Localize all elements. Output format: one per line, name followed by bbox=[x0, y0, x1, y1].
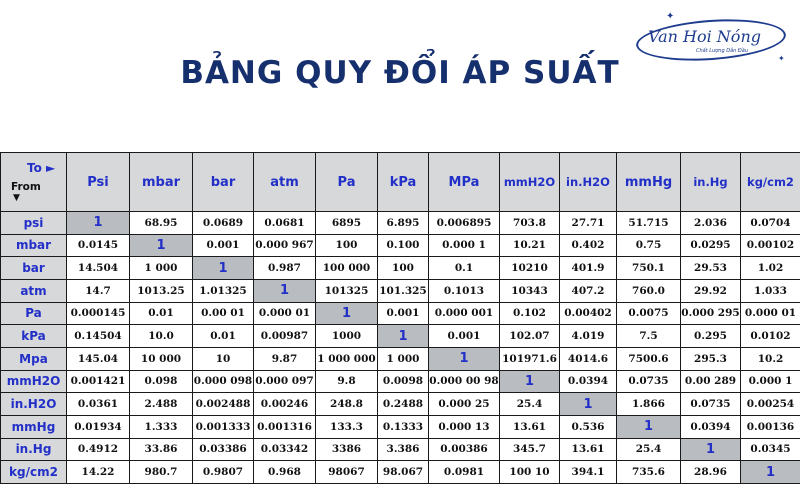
value-cell: 6.895 bbox=[378, 212, 429, 235]
row-header: in.Hg bbox=[1, 438, 67, 461]
identity-cell: 1 bbox=[741, 461, 800, 484]
value-cell: 1013.25 bbox=[130, 279, 193, 302]
header-row bbox=[1, 153, 800, 212]
value-cell: 0.001316 bbox=[254, 415, 316, 438]
table-row bbox=[1, 415, 800, 438]
value-cell: 68.95 bbox=[130, 212, 193, 235]
value-cell: 0.1 bbox=[429, 257, 500, 280]
value-cell: 0.001421 bbox=[67, 370, 130, 393]
value-cell: 0.0981 bbox=[429, 461, 500, 484]
column-header: Pa bbox=[316, 153, 378, 212]
value-cell: 0.0681 bbox=[254, 212, 316, 235]
row-header: bar bbox=[1, 257, 67, 280]
value-cell: 0.01934 bbox=[67, 415, 130, 438]
value-cell: 401.9 bbox=[560, 257, 617, 280]
value-cell: 25.4 bbox=[500, 393, 560, 416]
value-cell: 0.0394 bbox=[681, 415, 741, 438]
column-header: Psi bbox=[67, 153, 130, 212]
value-cell: 101325 bbox=[316, 279, 378, 302]
table-row bbox=[1, 461, 800, 484]
value-cell: 101971.6 bbox=[500, 347, 560, 370]
column-header: mbar bbox=[130, 153, 193, 212]
value-cell: 10.0 bbox=[130, 325, 193, 348]
value-cell: 0.1013 bbox=[429, 279, 500, 302]
value-cell: 1 000 bbox=[378, 347, 429, 370]
value-cell: 248.8 bbox=[316, 393, 378, 416]
table-row bbox=[1, 347, 800, 370]
value-cell: 4.019 bbox=[560, 325, 617, 348]
table-row bbox=[1, 438, 800, 461]
value-cell: 1.02 bbox=[741, 257, 800, 280]
value-cell: 1.333 bbox=[130, 415, 193, 438]
value-cell: 6895 bbox=[316, 212, 378, 235]
value-cell: 14.504 bbox=[67, 257, 130, 280]
page-title: BẢNG QUY ĐỔI ÁP SUẤT bbox=[180, 55, 620, 91]
identity-cell: 1 bbox=[429, 347, 500, 370]
from-label: From bbox=[11, 181, 41, 193]
identity-cell: 1 bbox=[617, 415, 681, 438]
value-cell: 345.7 bbox=[500, 438, 560, 461]
value-cell: 0.295 bbox=[681, 325, 741, 348]
to-label: To ► bbox=[27, 161, 56, 175]
value-cell: 100 10 bbox=[500, 461, 560, 484]
value-cell: 760.0 bbox=[617, 279, 681, 302]
value-cell: 0.0075 bbox=[617, 302, 681, 325]
value-cell: 0.0145 bbox=[67, 234, 130, 257]
value-cell: 2.036 bbox=[681, 212, 741, 235]
value-cell: 29.53 bbox=[681, 257, 741, 280]
table-row bbox=[1, 234, 800, 257]
value-cell: 0.098 bbox=[130, 370, 193, 393]
value-cell: 0.00136 bbox=[741, 415, 800, 438]
column-header: bar bbox=[193, 153, 254, 212]
value-cell: 0.01 bbox=[193, 325, 254, 348]
row-header: in.H2O bbox=[1, 393, 67, 416]
row-header: Pa bbox=[1, 302, 67, 325]
value-cell: 0.00254 bbox=[741, 393, 800, 416]
value-cell: 1.866 bbox=[617, 393, 681, 416]
logo-name: Van Hoi Nóng bbox=[648, 27, 761, 46]
value-cell: 0.100 bbox=[378, 234, 429, 257]
value-cell: 0.0735 bbox=[681, 393, 741, 416]
logo-tagline: Chất Lượng Dẫn Đầu bbox=[696, 48, 748, 54]
table-body bbox=[1, 212, 800, 484]
value-cell: 10.2 bbox=[741, 347, 800, 370]
value-cell: 28.96 bbox=[681, 461, 741, 484]
value-cell: 13.61 bbox=[560, 438, 617, 461]
column-header: MPa bbox=[429, 153, 500, 212]
value-cell: 0.00386 bbox=[429, 438, 500, 461]
value-cell: 0.000 00 98 bbox=[429, 370, 500, 393]
corner-cell bbox=[1, 153, 67, 212]
value-cell: 7.5 bbox=[617, 325, 681, 348]
table-row bbox=[1, 370, 800, 393]
value-cell: 10210 bbox=[500, 257, 560, 280]
row-header: psi bbox=[1, 212, 67, 235]
value-cell: 1.033 bbox=[741, 279, 800, 302]
column-header: kg/cm2 bbox=[741, 153, 800, 212]
value-cell: 3386 bbox=[316, 438, 378, 461]
value-cell: 0.000 13 bbox=[429, 415, 500, 438]
value-cell: 0.00402 bbox=[560, 302, 617, 325]
value-cell: 0.1333 bbox=[378, 415, 429, 438]
value-cell: 1.01325 bbox=[193, 279, 254, 302]
star-icon: ✦ bbox=[666, 11, 675, 22]
value-cell: 295.3 bbox=[681, 347, 741, 370]
value-cell: 51.715 bbox=[617, 212, 681, 235]
column-header: in.H2O bbox=[560, 153, 617, 212]
value-cell: 100 bbox=[378, 257, 429, 280]
value-cell: 0.03386 bbox=[193, 438, 254, 461]
value-cell: 0.001 bbox=[429, 325, 500, 348]
value-cell: 14.22 bbox=[67, 461, 130, 484]
value-cell: 145.04 bbox=[67, 347, 130, 370]
column-header: mmH2O bbox=[500, 153, 560, 212]
row-header: Mpa bbox=[1, 347, 67, 370]
identity-cell: 1 bbox=[378, 325, 429, 348]
value-cell: 0.402 bbox=[560, 234, 617, 257]
identity-cell: 1 bbox=[560, 393, 617, 416]
value-cell: 13.61 bbox=[500, 415, 560, 438]
value-cell: 10 000 bbox=[130, 347, 193, 370]
value-cell: 98067 bbox=[316, 461, 378, 484]
value-cell: 0.0704 bbox=[741, 212, 800, 235]
value-cell: 0.9807 bbox=[193, 461, 254, 484]
value-cell: 0.000 097 bbox=[254, 370, 316, 393]
value-cell: 10 bbox=[193, 347, 254, 370]
value-cell: 0.4912 bbox=[67, 438, 130, 461]
column-header: kPa bbox=[378, 153, 429, 212]
value-cell: 4014.6 bbox=[560, 347, 617, 370]
value-cell: 394.1 bbox=[560, 461, 617, 484]
table-row bbox=[1, 302, 800, 325]
identity-cell: 1 bbox=[67, 212, 130, 235]
value-cell: 100 000 bbox=[316, 257, 378, 280]
identity-cell: 1 bbox=[130, 234, 193, 257]
row-header: mbar bbox=[1, 234, 67, 257]
row-header: kPa bbox=[1, 325, 67, 348]
value-cell: 0.102 bbox=[500, 302, 560, 325]
value-cell: 0.001 bbox=[378, 302, 429, 325]
identity-cell: 1 bbox=[500, 370, 560, 393]
value-cell: 102.07 bbox=[500, 325, 560, 348]
pressure-conversion-table bbox=[0, 152, 800, 484]
value-cell: 25.4 bbox=[617, 438, 681, 461]
value-cell: 33.86 bbox=[130, 438, 193, 461]
value-cell: 0.00246 bbox=[254, 393, 316, 416]
value-cell: 0.00 01 bbox=[193, 302, 254, 325]
value-cell: 980.7 bbox=[130, 461, 193, 484]
value-cell: 0.000 098 bbox=[193, 370, 254, 393]
value-cell: 0.0735 bbox=[617, 370, 681, 393]
value-cell: 0.001 bbox=[193, 234, 254, 257]
value-cell: 0.0098 bbox=[378, 370, 429, 393]
value-cell: 0.000 25 bbox=[429, 393, 500, 416]
value-cell: 0.0345 bbox=[741, 438, 800, 461]
value-cell: 750.1 bbox=[617, 257, 681, 280]
value-cell: 0.75 bbox=[617, 234, 681, 257]
value-cell: 0.002488 bbox=[193, 393, 254, 416]
value-cell: 0.001333 bbox=[193, 415, 254, 438]
value-cell: 0.2488 bbox=[378, 393, 429, 416]
value-cell: 0.00102 bbox=[741, 234, 800, 257]
value-cell: 0.00987 bbox=[254, 325, 316, 348]
value-cell: 0.0295 bbox=[681, 234, 741, 257]
column-header: atm bbox=[254, 153, 316, 212]
value-cell: 27.71 bbox=[560, 212, 617, 235]
value-cell: 0.000 295 bbox=[681, 302, 741, 325]
table-row bbox=[1, 393, 800, 416]
value-cell: 0.0361 bbox=[67, 393, 130, 416]
row-header: mmHg bbox=[1, 415, 67, 438]
table-row bbox=[1, 257, 800, 280]
value-cell: 1 000 000 bbox=[316, 347, 378, 370]
table-row bbox=[1, 279, 800, 302]
value-cell: 0.0102 bbox=[741, 325, 800, 348]
value-cell: 3.386 bbox=[378, 438, 429, 461]
value-cell: 0.000145 bbox=[67, 302, 130, 325]
value-cell: 407.2 bbox=[560, 279, 617, 302]
value-cell: 0.000 1 bbox=[429, 234, 500, 257]
column-header: in.Hg bbox=[681, 153, 741, 212]
value-cell: 0.0689 bbox=[193, 212, 254, 235]
value-cell: 0.0394 bbox=[560, 370, 617, 393]
identity-cell: 1 bbox=[316, 302, 378, 325]
value-cell: 0.000 01 bbox=[254, 302, 316, 325]
identity-cell: 1 bbox=[193, 257, 254, 280]
value-cell: 9.87 bbox=[254, 347, 316, 370]
value-cell: 703.8 bbox=[500, 212, 560, 235]
value-cell: 0.00 289 bbox=[681, 370, 741, 393]
value-cell: 133.3 bbox=[316, 415, 378, 438]
value-cell: 10.21 bbox=[500, 234, 560, 257]
table-row bbox=[1, 325, 800, 348]
table-row bbox=[1, 212, 800, 235]
identity-cell: 1 bbox=[681, 438, 741, 461]
value-cell: 101.325 bbox=[378, 279, 429, 302]
down-arrow-icon: ▼ bbox=[13, 193, 20, 203]
star-icon: ✦ bbox=[778, 54, 785, 63]
value-cell: 10343 bbox=[500, 279, 560, 302]
value-cell: 0.14504 bbox=[67, 325, 130, 348]
value-cell: 0.000 01 bbox=[741, 302, 800, 325]
row-header: kg/cm2 bbox=[1, 461, 67, 484]
value-cell: 1 000 bbox=[130, 257, 193, 280]
value-cell: 0.01 bbox=[130, 302, 193, 325]
row-header: atm bbox=[1, 279, 67, 302]
value-cell: 14.7 bbox=[67, 279, 130, 302]
column-header: mmHg bbox=[617, 153, 681, 212]
value-cell: 0.987 bbox=[254, 257, 316, 280]
value-cell: 9.8 bbox=[316, 370, 378, 393]
value-cell: 1000 bbox=[316, 325, 378, 348]
value-cell: 0.968 bbox=[254, 461, 316, 484]
value-cell: 0.536 bbox=[560, 415, 617, 438]
row-header: mmH2O bbox=[1, 370, 67, 393]
value-cell: 98.067 bbox=[378, 461, 429, 484]
value-cell: 0.006895 bbox=[429, 212, 500, 235]
value-cell: 0.000 967 bbox=[254, 234, 316, 257]
value-cell: 100 bbox=[316, 234, 378, 257]
value-cell: 7500.6 bbox=[617, 347, 681, 370]
value-cell: 2.488 bbox=[130, 393, 193, 416]
value-cell: 0.000 1 bbox=[741, 370, 800, 393]
value-cell: 0.03342 bbox=[254, 438, 316, 461]
value-cell: 735.6 bbox=[617, 461, 681, 484]
value-cell: 0.000 001 bbox=[429, 302, 500, 325]
value-cell: 29.92 bbox=[681, 279, 741, 302]
identity-cell: 1 bbox=[254, 279, 316, 302]
